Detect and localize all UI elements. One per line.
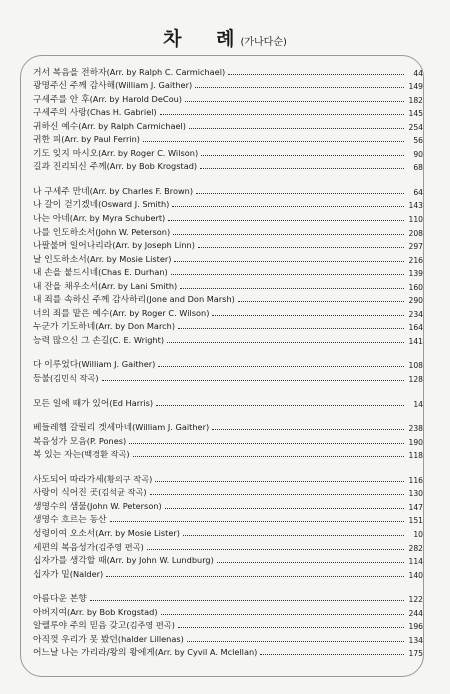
entry-page-number: 14 [413, 399, 423, 409]
dot-leader [187, 641, 404, 642]
toc-entry[interactable] [33, 370, 423, 384]
entry-credit: (William J. Gaither) [78, 359, 156, 370]
dot-leader [228, 74, 404, 75]
toc-entry[interactable] [33, 332, 423, 346]
entry-credit: (Arr. by Harold DeCou) [89, 93, 182, 104]
dot-leader [180, 288, 404, 289]
entry-title [33, 645, 257, 658]
toc-entry[interactable] [33, 224, 423, 238]
entry-title [33, 65, 225, 78]
entry-page-number: 114 [408, 557, 423, 567]
toc-entry[interactable] [33, 292, 423, 306]
entry-title [33, 306, 209, 319]
dot-leader [195, 87, 404, 88]
entry-credit: (Arr. by Joseph Linn) [112, 240, 195, 251]
entry-credit: (황의구 작곡) [103, 473, 153, 484]
entry-credit: (Arr. by Bob Krogstad) [67, 606, 158, 617]
entry-page-number: 234 [408, 309, 423, 319]
entry-credit: (Arr. by Roger C. Wilson) [98, 147, 199, 158]
entry-credit: (김주영 편곡) [126, 620, 175, 631]
toc-entry[interactable] [33, 471, 423, 485]
entry-korean-title: 생명수의 샘물 [33, 501, 87, 512]
entry-title [33, 265, 168, 278]
toc-entry[interactable] [33, 631, 423, 645]
entry-korean-title: 사도되어 따라가세 [33, 474, 104, 485]
entry-page-number: 134 [408, 635, 423, 645]
entry-page-number: 116 [408, 475, 423, 485]
entry-korean-title: 성령이여 오소서 [33, 528, 96, 539]
dot-leader [173, 234, 404, 235]
toc-entry[interactable] [33, 78, 423, 92]
entry-credit: (김주영 편곡) [95, 541, 144, 552]
entry-credit: (William J. Gaither) [115, 80, 193, 91]
entry-korean-title: 구세주를 안 후 [33, 94, 90, 105]
entry-page-number: 139 [408, 269, 423, 279]
dot-leader [171, 274, 404, 275]
toc-entry[interactable] [33, 118, 423, 132]
toc-entry[interactable] [33, 525, 423, 539]
toc-entry[interactable] [33, 238, 423, 252]
entry-korean-title: 복음성가 모음 [33, 436, 87, 447]
entry-credit: (김석균 작곡) [98, 487, 147, 498]
dot-leader [196, 193, 404, 194]
toc-entry[interactable] [33, 278, 423, 292]
entry-page-number: 244 [408, 608, 423, 618]
entry-korean-title: 아름다운 본향 [33, 594, 87, 605]
dot-leader [183, 535, 404, 536]
toc-list [33, 64, 423, 669]
dot-leader [185, 101, 404, 102]
entry-title [33, 238, 195, 251]
entry-title [33, 371, 99, 384]
entry-title [33, 119, 186, 132]
entry-page-number: 151 [408, 516, 423, 526]
toc-entry[interactable] [33, 645, 423, 659]
entry-credit: (William J. Gaither) [132, 422, 210, 433]
dot-leader [198, 247, 404, 248]
entry-title [33, 333, 164, 346]
entry-title [33, 252, 171, 265]
toc-entry[interactable] [33, 512, 423, 526]
entry-title [33, 105, 157, 118]
entry-page-number: 175 [408, 649, 423, 659]
entry-title [33, 632, 184, 645]
entry-credit: (Arr. by Lani Smith) [98, 280, 178, 291]
toc-entry[interactable] [33, 395, 423, 409]
entry-credit: (Arr. by John W. Lundburg) [106, 555, 214, 566]
entry-page-number: 108 [408, 361, 423, 371]
entry-page-number: 196 [408, 622, 423, 632]
entry-credit: (Arr. by Myra Schubert) [69, 213, 166, 224]
toc-entry[interactable] [33, 433, 423, 447]
entry-korean-title: 등불 [33, 374, 50, 385]
entry-page-number: 160 [408, 282, 423, 292]
entry-credit: (Arr. by Mosie Lister) [86, 253, 172, 264]
entry-title [33, 279, 177, 292]
entry-page-number: 128 [408, 375, 423, 385]
entry-korean-title: 세편의 복음성가 [33, 542, 96, 553]
toc-entry[interactable] [33, 64, 423, 78]
page-subtitle: (가나다순) [240, 37, 287, 48]
entry-page-number: 44 [413, 68, 423, 78]
dot-leader [200, 168, 404, 169]
entry-credit: (Chas E. Durhan) [98, 267, 168, 278]
entry-page-number: 208 [408, 228, 423, 238]
entry-title [33, 512, 107, 525]
entry-credit: (Ed Harris) [109, 397, 154, 408]
toc-entry[interactable] [33, 183, 423, 197]
entry-korean-title: 내 죄를 속하신 주께 감사하리 [33, 295, 147, 306]
entry-title [33, 526, 180, 539]
toc-entry[interactable] [33, 604, 423, 618]
toc-entry[interactable] [33, 420, 423, 434]
entry-korean-title: 사랑이 식어진 곳 [33, 488, 99, 499]
entry-title [33, 78, 192, 91]
entry-page-number: 90 [413, 149, 423, 159]
entry-title [33, 618, 175, 631]
dot-leader [143, 141, 404, 142]
toc-entry[interactable] [33, 159, 423, 173]
toc-entry[interactable] [33, 265, 423, 279]
entry-page-number: 190 [408, 437, 423, 447]
toc-header [0, 24, 450, 51]
entry-page-number: 254 [408, 122, 423, 132]
entry-title [33, 211, 165, 224]
toc-group [33, 64, 423, 172]
dot-leader [158, 366, 404, 367]
page-title: 차 례 [163, 28, 249, 50]
entry-title [33, 553, 214, 566]
toc-entry[interactable] [33, 91, 423, 105]
entry-korean-title: 너의 죄를 맡은 예수 [33, 308, 110, 319]
entry-title [33, 146, 198, 159]
entry-title [33, 396, 153, 409]
entry-credit: (Osward J. Smith) [98, 199, 170, 210]
entry-korean-title: 복 있는 자는 [33, 450, 82, 461]
entry-title [33, 132, 140, 145]
entry-title [33, 292, 235, 305]
toc-entry[interactable] [33, 566, 423, 580]
entry-credit: (Arr. by Ralph C. Carmichael) [106, 66, 226, 77]
toc-entry[interactable] [33, 539, 423, 553]
dot-leader [150, 494, 404, 495]
entry-title [33, 92, 182, 105]
toc-entry[interactable] [33, 105, 423, 119]
entry-credit: (김민식 작곡) [50, 373, 99, 384]
entry-page-number: 290 [408, 296, 423, 306]
entry-korean-title: 귀한 피 [33, 135, 62, 146]
entry-korean-title: 나 갈이 걷기겠네 [33, 200, 99, 211]
entry-korean-title: 모든 일에 때가 있어 [33, 398, 110, 409]
toc-entry[interactable] [33, 618, 423, 632]
entry-page-number: 182 [408, 95, 423, 105]
dot-leader [172, 206, 404, 207]
dot-leader [212, 429, 404, 430]
entry-page-number: 143 [408, 201, 423, 211]
toc-group [33, 591, 423, 659]
dot-leader [165, 508, 404, 509]
dot-leader [110, 521, 404, 522]
entry-page-number: 56 [413, 136, 423, 146]
toc-entry[interactable] [33, 498, 423, 512]
entry-korean-title: 아직껏 우리가 못 봤던 [33, 634, 118, 645]
entry-korean-title: 나는 아네 [33, 214, 70, 225]
toc-entry[interactable] [33, 197, 423, 211]
entry-page-number: 130 [408, 489, 423, 499]
entry-title [33, 567, 103, 580]
entry-title [33, 420, 209, 433]
entry-korean-title: 십자가를 생각할 때 [33, 556, 107, 567]
entry-korean-title: 구세주의 사랑 [33, 108, 87, 119]
entry-page-number: 68 [413, 163, 423, 173]
dot-leader [174, 261, 404, 262]
entry-korean-title: 기도 잊지 마시오 [33, 148, 99, 159]
entry-page-number: 149 [408, 82, 423, 92]
toc-group [33, 471, 423, 579]
dot-leader [133, 456, 404, 457]
entry-page-number: 118 [408, 451, 423, 461]
entry-korean-title: 다 이루었다 [33, 360, 79, 371]
entry-credit: (백경환 작곡) [81, 449, 130, 460]
entry-title [33, 197, 169, 210]
entry-page-number: 282 [408, 543, 423, 553]
entry-page-number: 122 [408, 595, 423, 605]
toc-entry[interactable] [33, 591, 423, 605]
entry-korean-title: 귀하신 예수 [33, 121, 79, 132]
toc-entry[interactable] [33, 357, 423, 371]
entry-credit: (Arr. by Bob Krogstad) [106, 161, 198, 172]
entry-page-number: 147 [408, 502, 423, 512]
entry-page-number: 216 [408, 255, 423, 265]
dot-leader [178, 328, 404, 329]
toc-entry[interactable] [33, 305, 423, 319]
entry-korean-title: 누군가 기도하네 [33, 322, 96, 333]
entry-title [33, 319, 175, 332]
dot-leader [129, 443, 404, 444]
entry-page-number: 141 [408, 336, 423, 346]
entry-page-number: 140 [408, 570, 423, 580]
entry-credit: (Arr. by Mosie Lister) [95, 527, 180, 538]
entry-title [33, 485, 147, 498]
entry-korean-title: 날 인도하소서 [33, 254, 87, 265]
dot-leader [147, 549, 404, 550]
entry-title [33, 540, 144, 553]
dot-leader [156, 405, 404, 406]
toc-entry[interactable] [33, 553, 423, 567]
dot-leader [161, 614, 404, 615]
entry-title [33, 357, 155, 370]
toc-entry[interactable] [33, 447, 423, 461]
entry-page-number: 297 [408, 242, 423, 252]
entry-korean-title: 나팔불며 일어나리라 [33, 241, 113, 252]
entry-credit: (halder Lillenas) [117, 633, 184, 644]
entry-title [33, 499, 162, 512]
toc-entry[interactable] [33, 132, 423, 146]
entry-page-number: 10 [413, 529, 423, 539]
entry-korean-title: 나 구세주 만네 [33, 186, 90, 197]
dot-leader [167, 342, 404, 343]
entry-credit: (Arr. by Cyvil A. Mclellan) [154, 647, 258, 658]
toc-entry[interactable] [33, 210, 423, 224]
entry-credit: (Arr. by Paul Ferrin) [61, 134, 140, 145]
entry-page-number: 164 [408, 323, 423, 333]
entry-korean-title: 능력 많으신 그 손길 [33, 335, 110, 346]
dot-leader [90, 600, 404, 601]
entry-title [33, 434, 126, 447]
toc-group [33, 420, 423, 461]
toc-entry[interactable] [33, 145, 423, 159]
entry-credit: (P. Pones) [86, 435, 127, 446]
dot-leader [201, 155, 404, 156]
entry-credit: (Arr. by Don March) [95, 321, 176, 332]
entry-title [33, 605, 158, 618]
entry-korean-title: 길과 진리되신 주께 [33, 162, 107, 173]
entry-credit: (John W. Peterson) [86, 500, 162, 511]
entry-page-number: 110 [408, 215, 423, 225]
entry-korean-title: 어느날 나는 가리라/왕의 왕에게 [33, 648, 155, 659]
entry-title [33, 591, 87, 604]
toc-group [33, 183, 423, 346]
entry-credit: (C. E. Wright) [109, 334, 165, 345]
entry-credit: (Arr. by Ralph Carmichael) [78, 120, 186, 131]
toc-entry[interactable] [33, 485, 423, 499]
entry-credit: (Nalder) [69, 568, 104, 579]
toc-entry[interactable] [33, 319, 423, 333]
dot-leader [168, 220, 404, 221]
entry-korean-title: 내 손을 붙드시네 [33, 268, 99, 279]
entry-korean-title: 내 잔을 채우소서 [33, 281, 99, 292]
entry-title [33, 447, 130, 460]
entry-credit: (Jone and Don Marsh) [146, 294, 235, 305]
dot-leader [212, 315, 404, 316]
entry-page-number: 64 [413, 187, 423, 197]
entry-korean-title: 십자가 밑 [33, 569, 70, 580]
entry-credit: (John W. Peterson) [95, 226, 171, 237]
dot-leader [238, 301, 404, 302]
dot-leader [217, 562, 404, 563]
entry-korean-title: 거서 복음을 전하자 [33, 67, 107, 78]
entry-page-number: 145 [408, 109, 423, 119]
entry-korean-title: 베들레헴 갈릴리 겟세마네 [33, 423, 133, 434]
entry-title [33, 159, 197, 172]
dot-leader [106, 576, 404, 577]
dot-leader [155, 481, 404, 482]
entry-title [33, 472, 152, 485]
entry-credit: (Chas H. Gabriel) [86, 107, 157, 118]
toc-group [33, 357, 423, 384]
entry-korean-title: 생명수 흐르는 동산 [33, 515, 107, 526]
entry-credit: (Arr. by Charles F. Brown) [89, 185, 194, 196]
dot-leader [160, 114, 404, 115]
entry-page-number: 238 [408, 424, 423, 434]
dot-leader [189, 128, 404, 129]
dot-leader [260, 654, 404, 655]
entry-korean-title: 나를 인도하소서 [33, 227, 96, 238]
toc-entry[interactable] [33, 251, 423, 265]
entry-korean-title: 알렐루야 주의 믿음 갖고 [33, 621, 127, 632]
dot-leader [178, 627, 404, 628]
entry-korean-title: 광명주신 주께 감사해 [33, 81, 116, 92]
entry-credit: (Arr. by Roger C. Wilson) [109, 307, 210, 318]
toc-group [33, 395, 423, 409]
dot-leader [102, 380, 404, 381]
entry-korean-title: 아버지여 [33, 607, 67, 618]
entry-title [33, 225, 170, 238]
entry-title [33, 184, 193, 197]
